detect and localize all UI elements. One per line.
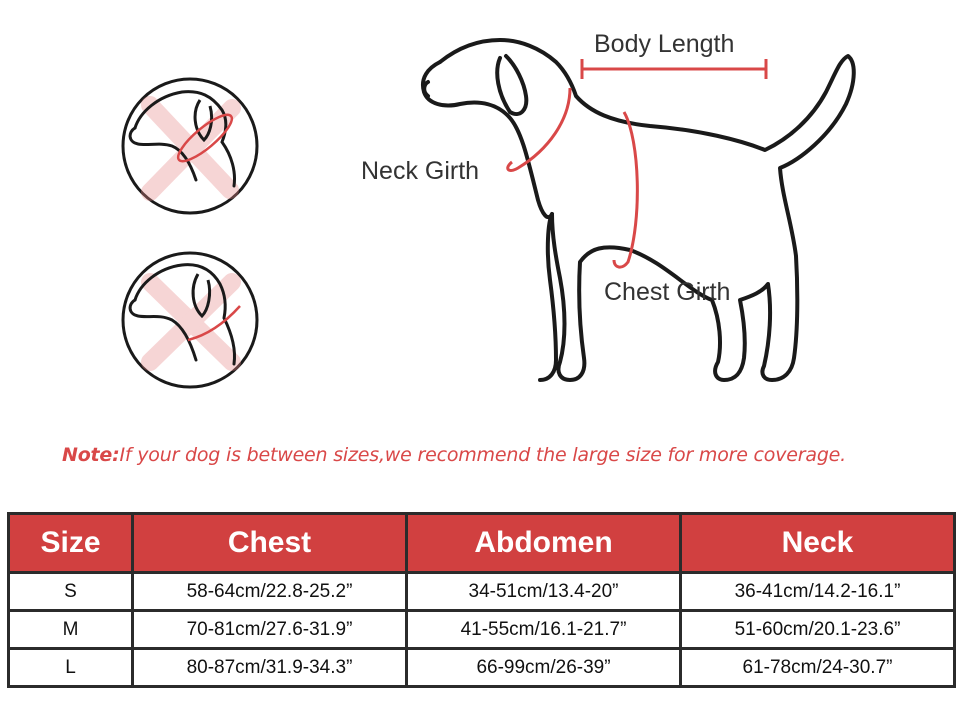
table-row (9, 573, 955, 611)
cell-neck: 61-78cm/24-30.7” (681, 649, 955, 687)
cell-size: M (9, 611, 133, 649)
cell-neck: 36-41cm/14.2-16.1” (681, 573, 955, 611)
cell-size: L (9, 649, 133, 687)
note-text: If your dog is between sizes,we recommend the large size for more coverage. (119, 444, 847, 466)
table-row (9, 649, 955, 687)
cell-chest: 70-81cm/27.6-31.9” (133, 611, 407, 649)
header-neck: Neck (681, 514, 955, 573)
header-chest: Chest (133, 514, 407, 573)
body-length-marker (582, 59, 766, 79)
sizing-note (62, 444, 942, 466)
size-chart-table (7, 512, 956, 688)
note-prefix: Note: (62, 444, 120, 466)
cell-chest: 58-64cm/22.8-25.2” (133, 573, 407, 611)
cell-size: S (9, 573, 133, 611)
cell-chest: 80-87cm/31.9-34.3” (133, 649, 407, 687)
cell-abdomen: 41-55cm/16.1-21.7” (407, 611, 681, 649)
table-row (9, 611, 955, 649)
incorrect-collar-example (123, 79, 257, 213)
chest-girth-label: Chest Girth (604, 278, 731, 306)
body-length-label: Body Length (594, 30, 735, 58)
cell-abdomen: 66-99cm/26-39” (407, 649, 681, 687)
cell-abdomen: 34-51cm/13.4-20” (407, 573, 681, 611)
cell-neck: 51-60cm/20.1-23.6” (681, 611, 955, 649)
header-abdomen: Abdomen (407, 514, 681, 573)
neck-girth-label: Neck Girth (361, 157, 480, 185)
table-header-row (9, 514, 955, 573)
header-size: Size (9, 514, 133, 573)
correct-collar-example (123, 253, 257, 387)
chest-girth-marker (614, 112, 637, 267)
